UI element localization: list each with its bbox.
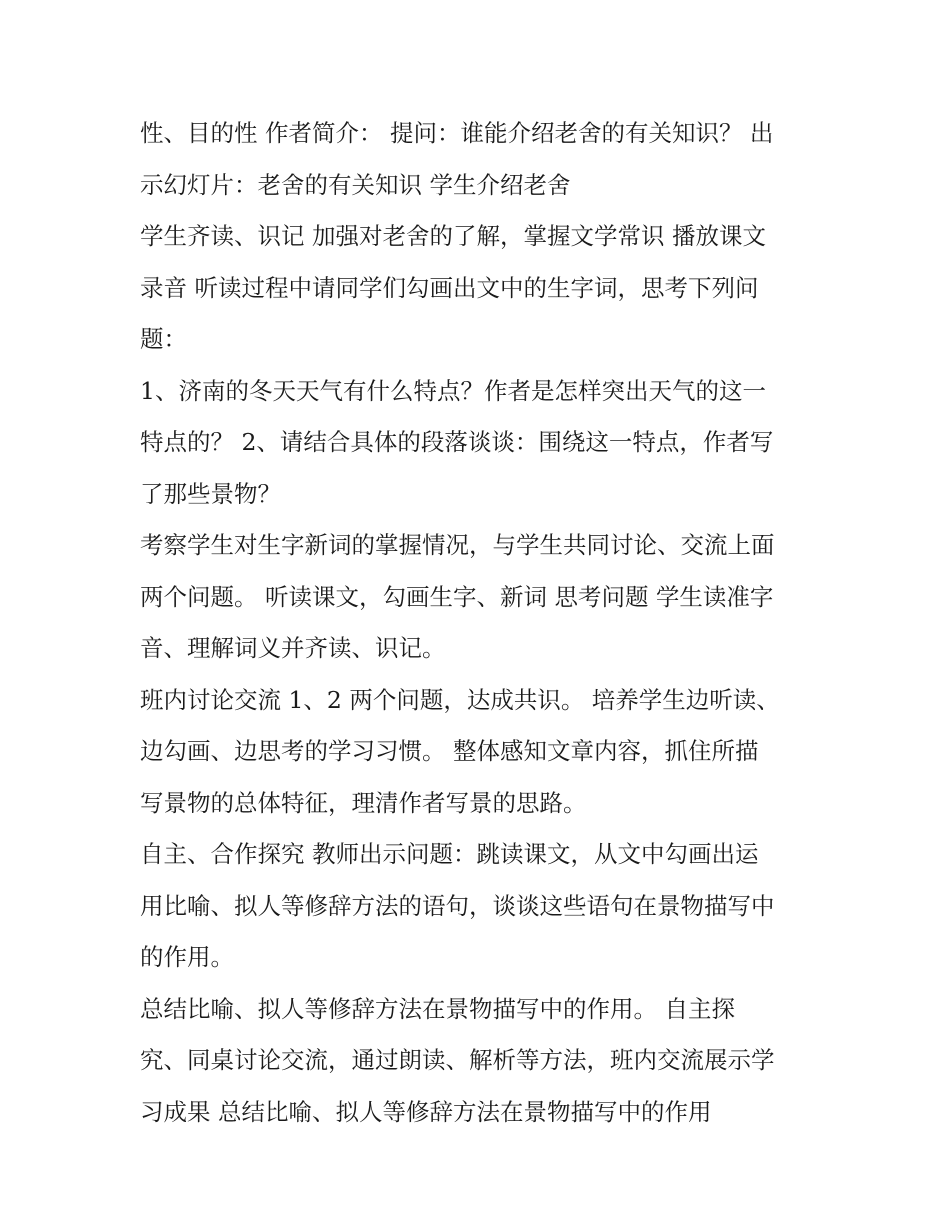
text-line: 学生齐读、识记 加强对老舍的了解，掌握文学常识 播放课文 [140, 222, 766, 250]
text-line: 1、济南的冬天天气有什么特点？作者是怎样突出天气的这一 [140, 376, 766, 405]
text-line: 示幻灯片：老舍的有关知识 学生介绍老舍 [140, 170, 571, 199]
text-line: 两个问题。 听读课文，勾画生字、新词 思考问题 学生读准字 [140, 582, 774, 611]
text-line: 的作用。 [140, 943, 234, 971]
text-line: 考察学生对生字新词的掌握情况，与学生共同讨论、交流上面 [140, 531, 775, 559]
text-line: 了那些景物？ [140, 479, 281, 508]
text-line: 音、理解词义并齐读、识记。 [140, 634, 446, 662]
text-line: 性、目的性 作者简介： 提问：谁能介绍老舍的有关知识？ 出 [140, 119, 774, 147]
text-line: 用比喻、拟人等修辞方法的语句，谈谈这些语句在景物描写中 [140, 891, 775, 920]
text-line: 题： [140, 325, 187, 353]
text-line: 写景物的总体特征，理清作者写景的思路。 [140, 788, 587, 817]
text-line: 边勾画、边思考的学习习惯。 整体感知文章内容，抓住所描 [140, 737, 759, 765]
text-line: 总结比喻、拟人等修辞方法在景物描写中的作用。 自主探 [140, 994, 735, 1023]
text-line: 班内讨论交流 1、2 两个问题，达成共识。 培养学生边听读、 [140, 685, 780, 714]
text-line: 特点的？ 2、请结合具体的段落谈谈：围绕这一特点，作者写 [140, 428, 774, 456]
text-line: 录音 听读过程中请同学们勾画出文中的生字词，思考下列问 [140, 273, 759, 302]
text-line: 究、同桌讨论交流，通过朗读、解析等方法，班内交流展示学 [140, 1046, 775, 1074]
text-line: 自主、合作探究 教师出示问题：跳读课文，从文中勾画出运 [140, 840, 759, 868]
text-line: 习成果 总结比喻、拟人等修辞方法在景物描写中的作用 [140, 1097, 712, 1126]
document-body [140, 108, 820, 1138]
